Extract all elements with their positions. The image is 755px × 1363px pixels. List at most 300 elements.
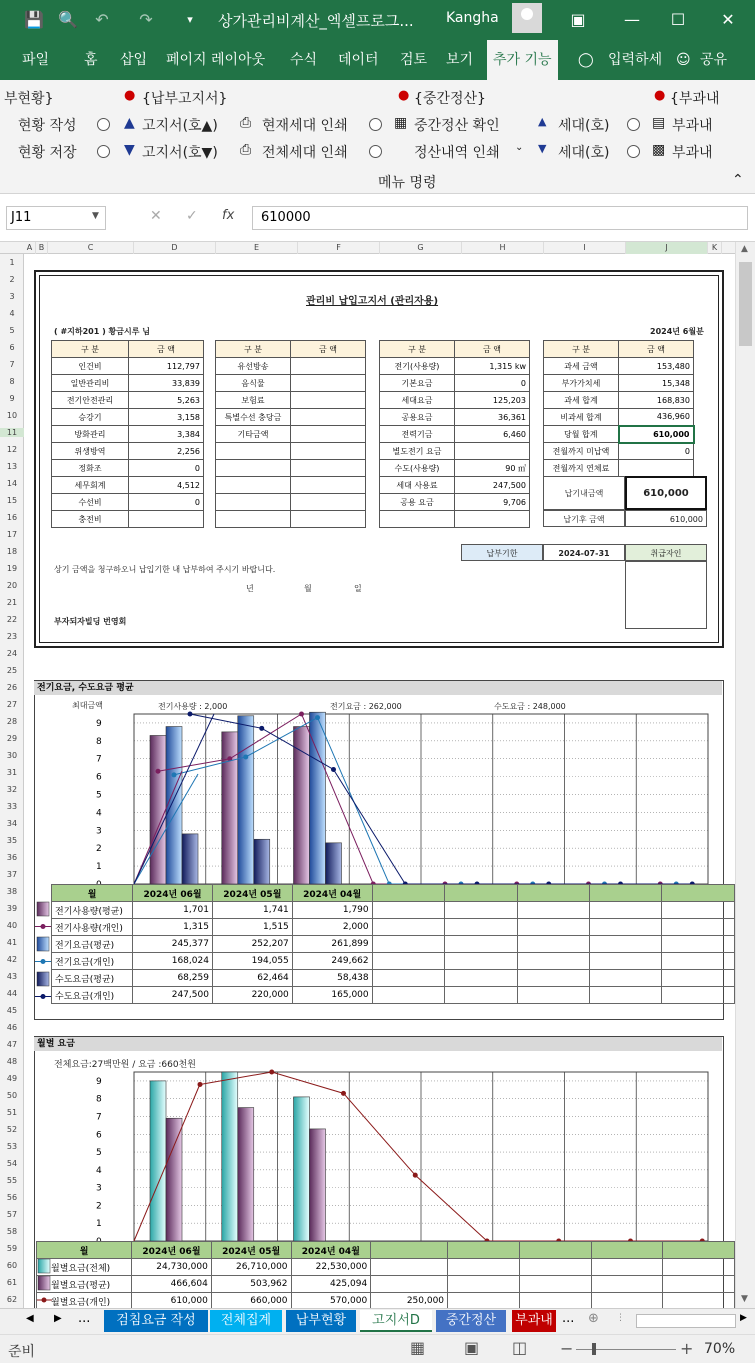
sheet-tab[interactable]: 검침요금 작성 (104, 1310, 208, 1332)
bar[interactable] (238, 1108, 254, 1241)
page-break-icon[interactable]: ◫ (512, 1338, 528, 1357)
table-cell[interactable]: 수선비 (52, 494, 129, 511)
chart1-elec-use: 전기사용량 : 2,000 (158, 702, 228, 711)
row-header[interactable]: 53 (6, 1142, 18, 1151)
handler-label: 취급자인 (625, 544, 707, 561)
table-cell[interactable]: 부가가치세 (544, 375, 619, 392)
table-cell[interactable]: 기본요금 (380, 375, 455, 392)
status-write-button[interactable]: 현황 작성 (18, 118, 77, 134)
status-write-radio[interactable] (97, 118, 110, 131)
table-cell[interactable]: 112,797 (129, 358, 204, 375)
row-header[interactable]: 52 (6, 1125, 18, 1134)
table-cell[interactable]: 인건비 (52, 358, 129, 375)
table-cell[interactable]: 2,256 (129, 443, 204, 460)
normal-view-icon[interactable]: ▦ (410, 1338, 426, 1357)
row-header[interactable]: 40 (6, 921, 18, 930)
tab-more-left[interactable]: ... (78, 1311, 91, 1326)
table-cell[interactable]: 0 (129, 460, 204, 477)
user-name[interactable]: Kangha (446, 10, 499, 26)
worksheet[interactable] (24, 254, 735, 1308)
table-cell[interactable]: 9,706 (455, 494, 530, 511)
row-header[interactable]: 47 (6, 1040, 18, 1049)
y-tick-label: 3 (96, 826, 102, 837)
row-header[interactable]: 14 (6, 479, 18, 488)
row-header[interactable]: 31 (6, 768, 18, 777)
row-header[interactable]: 18 (6, 547, 18, 556)
y-tick-label: 9 (96, 718, 102, 729)
column-header[interactable]: G (380, 242, 462, 254)
page-layout-icon[interactable]: ▣ (464, 1338, 480, 1357)
table-cell[interactable]: 수도(사용량) (380, 460, 455, 477)
zoom-thumb[interactable] (592, 1343, 596, 1355)
unit-down-button[interactable]: 세대(호) (558, 145, 610, 161)
table-cell[interactable]: 62,464 (212, 970, 292, 987)
print-current-radio[interactable] (369, 118, 382, 131)
x-tick-label (371, 1242, 448, 1259)
table-cell[interactable] (371, 1259, 448, 1276)
add-sheet-icon[interactable]: ⊕ (588, 1311, 599, 1326)
save-icon[interactable]: 💾 (24, 10, 44, 29)
arrow-up-icon: ▲ (124, 115, 135, 131)
table-cell[interactable]: 과세 합계 (544, 392, 619, 409)
table-cell[interactable]: 비과세 합계 (544, 409, 619, 426)
row-header[interactable]: 27 (6, 700, 18, 709)
formula-input[interactable]: 610000 (252, 206, 748, 230)
table-cell[interactable]: 503,962 (211, 1276, 291, 1293)
unit-up-radio[interactable] (627, 118, 640, 131)
year-label: 년 (246, 584, 254, 593)
tell-me-input[interactable]: 입력하세 (608, 52, 663, 68)
bar[interactable] (150, 1081, 166, 1241)
table-cell[interactable]: 33,839 (129, 375, 204, 392)
close-icon[interactable]: ✕ (721, 10, 735, 29)
row-header[interactable]: 45 (6, 1006, 18, 1015)
bar[interactable] (310, 1129, 326, 1241)
table-cell[interactable]: 0 (129, 494, 204, 511)
bulb-icon: ● (398, 88, 410, 103)
column-header[interactable]: F (298, 242, 380, 254)
table-cell[interactable] (371, 1276, 448, 1293)
table-cell[interactable]: 보험료 (216, 392, 291, 409)
table-cell[interactable]: 구 분 (52, 341, 129, 358)
row-header[interactable]: 58 (6, 1227, 18, 1236)
row-header[interactable]: 62 (6, 1295, 18, 1304)
table-cell[interactable]: 194,055 (212, 953, 292, 970)
row-header[interactable]: 8 (9, 377, 15, 386)
window-title: 상가관리비계산_엑셀프로그... (218, 12, 414, 30)
row-header[interactable]: 15 (6, 496, 18, 505)
column-header[interactable]: A (24, 242, 36, 254)
table-cell[interactable]: 금 액 (455, 341, 530, 358)
chart2 (24, 254, 735, 1308)
bar[interactable] (294, 1097, 310, 1241)
table-cell[interactable] (519, 1259, 591, 1276)
table-cell[interactable] (448, 1276, 520, 1293)
table-cell[interactable]: 153,480 (619, 358, 694, 375)
table-cell[interactable] (591, 1259, 663, 1276)
charge-a-button[interactable]: 부과내 (672, 118, 713, 134)
table-cell[interactable]: 22,530,000 (291, 1259, 371, 1276)
row-header[interactable]: 48 (6, 1057, 18, 1066)
column-header[interactable]: C (48, 242, 134, 254)
table-cell[interactable]: 610,000 (619, 426, 694, 443)
row-header[interactable]: 12 (6, 445, 18, 454)
table-cell[interactable]: 36,361 (455, 409, 530, 426)
print-all-button[interactable]: 전체세대 인쇄 (262, 145, 348, 161)
table-cell[interactable]: 165,000 (292, 987, 372, 1004)
row-header[interactable]: 30 (6, 751, 18, 760)
table-cell[interactable]: 1,790 (292, 902, 372, 919)
x-tick-label (519, 1242, 591, 1259)
table-cell[interactable]: 3,158 (129, 409, 204, 426)
row-header[interactable]: 17 (6, 530, 18, 539)
row-header[interactable]: 2 (9, 275, 15, 284)
tab-insert[interactable]: 삽입 (120, 52, 148, 68)
due-date[interactable]: 2024-07-31 (543, 544, 625, 561)
table-cell[interactable]: 금 액 (129, 341, 204, 358)
invoice-unit: ( #지하201 ) 황금시루 님 (54, 327, 150, 336)
sheet-tab[interactable]: 고지서D (360, 1310, 432, 1332)
chevron-down-icon[interactable]: ⌄ (515, 142, 524, 153)
tab-file[interactable]: 파일 (22, 52, 50, 68)
row-header[interactable]: 49 (6, 1074, 18, 1083)
x-tick-label: 2024년 04월 (292, 885, 372, 902)
table-cell[interactable]: 1,741 (212, 902, 292, 919)
print-preview-icon[interactable]: 🔍 (58, 10, 78, 29)
table-cell[interactable]: 168,830 (619, 392, 694, 409)
row-header[interactable]: 19 (6, 564, 18, 573)
row-header[interactable]: 50 (6, 1091, 18, 1100)
cancel-icon[interactable]: ✕ (150, 208, 162, 224)
print-all-radio[interactable] (369, 145, 382, 158)
table-cell[interactable] (448, 1259, 520, 1276)
scroll-thumb[interactable] (739, 262, 752, 346)
tab-review[interactable]: 검토 (400, 52, 428, 68)
table-cell[interactable]: 1,701 (133, 902, 213, 919)
table-cell[interactable]: 3,384 (129, 426, 204, 443)
table-cell[interactable]: 168,024 (133, 953, 213, 970)
table-cell[interactable]: 660,000 (211, 1293, 291, 1309)
bar[interactable] (166, 1118, 182, 1241)
column-header[interactable]: D (134, 242, 216, 254)
y-tick-label: 6 (96, 1130, 102, 1141)
printer-icon: ⎙ (240, 142, 252, 158)
vertical-scrollbar[interactable] (735, 242, 755, 1308)
horizontal-scrollbar[interactable] (636, 1314, 736, 1328)
share-icon[interactable]: ☺ (676, 52, 691, 68)
table-cell[interactable] (663, 1276, 735, 1293)
chart1-elec-fee: 전기요금 : 262,000 (330, 702, 402, 711)
month-header: 월 (52, 885, 133, 902)
table-cell[interactable]: 금 액 (619, 341, 694, 358)
table-cell[interactable] (591, 1293, 663, 1309)
row-header[interactable]: 1 (9, 258, 15, 267)
table-cell[interactable]: 당월 합계 (544, 426, 619, 443)
settlement-check-button[interactable]: 중간정산 확인 (414, 118, 500, 134)
zoom-in-icon[interactable]: + (680, 1339, 694, 1358)
table-cell[interactable]: 436,960 (619, 409, 694, 426)
table-cell[interactable]: 전기안전관리 (52, 392, 129, 409)
row-header[interactable]: 7 (9, 360, 15, 369)
sheet-tab[interactable]: 전체집계 (210, 1310, 282, 1332)
tab-view[interactable]: 보기 (446, 52, 474, 68)
redo-icon[interactable]: ↷ (139, 10, 153, 29)
row-header[interactable]: 20 (6, 581, 18, 590)
row-header[interactable]: 25 (6, 666, 18, 675)
settlement-print-button[interactable]: 정산내역 인쇄 (414, 145, 500, 161)
table-cell[interactable]: 금 액 (291, 341, 366, 358)
zoom-out-icon[interactable]: − (560, 1339, 574, 1358)
options-icon[interactable]: ⋮ (616, 1313, 625, 1323)
table-cell[interactable]: 24,730,000 (132, 1259, 212, 1276)
tab-home[interactable]: 홈 (84, 52, 98, 68)
table-cell[interactable]: 247,500 (455, 477, 530, 494)
row-header[interactable]: 3 (9, 292, 15, 301)
table-cell[interactable]: 249,662 (292, 953, 372, 970)
y-tick-label: 7 (96, 1112, 102, 1123)
table-cell[interactable]: 구 분 (216, 341, 291, 358)
row-header[interactable]: 44 (6, 989, 18, 998)
tab-more-right[interactable]: ... (562, 1311, 575, 1326)
row-header[interactable]: 43 (6, 972, 18, 981)
row-header[interactable]: 23 (6, 632, 18, 641)
scroll-up-icon[interactable]: ▲ (741, 244, 748, 254)
invoice-up-button[interactable]: 고지서(호▲) (142, 118, 218, 134)
table-cell[interactable]: 1,515 (212, 919, 292, 936)
invoice-down-button[interactable]: 고지서(호▼) (142, 145, 218, 161)
tab-add-ins[interactable]: 추가 기능 (487, 40, 558, 80)
table-cell[interactable]: 구 분 (544, 341, 619, 358)
table-cell[interactable]: 특별수선 충당금 (216, 409, 291, 426)
table-cell[interactable] (663, 1259, 735, 1276)
table-cell[interactable]: 기타금액 (216, 426, 291, 443)
row-header[interactable]: 28 (6, 717, 18, 726)
bar[interactable] (222, 1072, 238, 1241)
group-settlement-label: {중간정산} (414, 91, 486, 107)
row-header[interactable]: 10 (6, 411, 18, 420)
insert-function-icon[interactable]: fx (222, 208, 235, 223)
print-current-button[interactable]: 현재세대 인쇄 (262, 118, 348, 134)
row-header[interactable]: 29 (6, 734, 18, 743)
table-cell[interactable]: 1,315 kw (455, 358, 530, 375)
arrow-down-icon: ▼ (124, 142, 135, 158)
table-cell[interactable]: 6,460 (455, 426, 530, 443)
invoice-title: 관리비 납입고지서 (관리자용) (306, 296, 439, 307)
row-header[interactable]: 42 (6, 955, 18, 964)
invoice-signature: 부자되자빌딩 번영회 (54, 617, 127, 626)
column-header[interactable]: E (216, 242, 298, 254)
enter-icon[interactable]: ✓ (186, 208, 198, 224)
table-cell[interactable]: 음식물 (216, 375, 291, 392)
table-cell[interactable]: 일반관리비 (52, 375, 129, 392)
table-cell[interactable]: 5,263 (129, 392, 204, 409)
due-label: 납부기한 (461, 544, 543, 561)
table-cell[interactable]: 1,315 (133, 919, 213, 936)
scroll-right-icon[interactable]: ▶ (740, 1313, 747, 1323)
table-cell[interactable]: 0 (619, 443, 694, 460)
column-header[interactable]: I (544, 242, 626, 254)
unit-down-radio[interactable] (627, 145, 640, 158)
row-header[interactable]: 57 (6, 1210, 18, 1219)
tab-next-icon[interactable]: ▶ (54, 1313, 62, 1324)
table-cell[interactable] (448, 1293, 520, 1309)
group-charge-label: {부과내 (670, 91, 720, 107)
table-cell[interactable]: 261,899 (292, 936, 372, 953)
table-cell[interactable] (519, 1293, 591, 1309)
table-cell[interactable]: 26,710,000 (211, 1259, 291, 1276)
charge-b-button[interactable]: 부과내 (672, 145, 713, 161)
sheet-tab[interactable]: 납부현황 (286, 1310, 356, 1332)
row-header[interactable]: 54 (6, 1159, 18, 1168)
table-cell[interactable] (519, 1276, 591, 1293)
row-header[interactable]: 5 (9, 326, 15, 335)
table-cell[interactable]: 68,259 (133, 970, 213, 987)
row-header[interactable]: 21 (6, 598, 18, 607)
chevron-down-icon[interactable]: ▼ (92, 211, 99, 221)
maximize-icon[interactable]: ☐ (670, 10, 686, 29)
row-header[interactable]: 55 (6, 1176, 18, 1185)
table-cell[interactable]: 공용 요금 (380, 494, 455, 511)
table-cell[interactable]: 90 ㎥ (455, 460, 530, 477)
table-row (37, 1293, 735, 1309)
table-cell[interactable]: 전월까지 연체료 (544, 460, 619, 477)
status-save-button[interactable]: 현황 저장 (18, 145, 77, 161)
table-cell[interactable]: 세대 사용료 (380, 477, 455, 494)
share-button[interactable]: 공유 (700, 52, 728, 68)
formula-bar (0, 194, 755, 242)
month-label: 월 (304, 584, 312, 593)
table-cell[interactable]: 15,348 (619, 375, 694, 392)
table-cell[interactable]: 58,438 (292, 970, 372, 987)
table-cell[interactable]: 전력기금 (380, 426, 455, 443)
tab-data[interactable]: 데이터 (338, 52, 379, 68)
column-header[interactable]: H (462, 242, 544, 254)
row-header[interactable]: 16 (6, 513, 18, 522)
table-cell[interactable]: 방화관리 (52, 426, 129, 443)
table-cell[interactable]: 425,094 (291, 1276, 371, 1293)
list-icon: ▩ (652, 142, 666, 158)
row-header[interactable]: 60 (6, 1261, 18, 1270)
table-cell[interactable]: 570,000 (291, 1293, 371, 1309)
row-header[interactable]: 4 (9, 309, 15, 318)
scroll-down-icon[interactable]: ▼ (741, 1294, 748, 1304)
table-cell[interactable]: 충전비 (52, 511, 129, 528)
table-cell[interactable]: 2,000 (292, 919, 372, 936)
table-cell[interactable]: 610,000 (132, 1293, 212, 1309)
row-header[interactable]: 35 (6, 836, 18, 845)
unit-up-button[interactable]: 세대(호) (558, 118, 610, 134)
row-header[interactable]: 24 (6, 649, 18, 658)
table-cell[interactable]: 252,207 (212, 936, 292, 953)
after-value[interactable]: 610,000 (625, 510, 707, 527)
table-cell[interactable]: 세무회계 (52, 477, 129, 494)
zoom-slider[interactable] (576, 1349, 676, 1350)
table-cell[interactable]: 245,377 (133, 936, 213, 953)
tab-formulas[interactable]: 수식 (290, 52, 318, 68)
data-point[interactable] (413, 1173, 418, 1178)
row-header[interactable]: 41 (6, 938, 18, 947)
table-cell[interactable]: 0 (455, 375, 530, 392)
row-header[interactable]: 46 (6, 1023, 18, 1032)
table-cell[interactable]: 과세 금액 (544, 358, 619, 375)
row-header[interactable]: 61 (6, 1278, 18, 1287)
table-cell[interactable]: 220,000 (212, 987, 292, 1004)
row-header[interactable]: 38 (6, 887, 18, 896)
row-header[interactable]: 56 (6, 1193, 18, 1202)
status-save-radio[interactable] (97, 145, 110, 158)
collapse-ribbon-icon[interactable]: ⌃ (732, 172, 744, 188)
row-header[interactable]: 37 (6, 870, 18, 879)
table-cell[interactable]: 세대요금 (380, 392, 455, 409)
table-cell[interactable]: 별도전기 요금 (380, 443, 455, 460)
row-header[interactable]: 39 (6, 904, 18, 913)
row-header[interactable]: 51 (6, 1108, 18, 1117)
sheet-tab[interactable]: 부과내 (512, 1310, 556, 1332)
table-cell[interactable]: 정화조 (52, 460, 129, 477)
table-cell[interactable]: 466,604 (132, 1276, 212, 1293)
tab-page-layout[interactable]: 페이지 레이아웃 (166, 52, 266, 68)
ribbon-display-icon[interactable]: ▣ (570, 10, 586, 29)
row-header[interactable]: 6 (9, 343, 15, 352)
table-cell[interactable]: 125,203 (455, 392, 530, 409)
avatar[interactable] (512, 3, 542, 33)
chart2-subtitle: 전체요금:27백만원 / 요금 :660천원 (54, 1060, 196, 1070)
day-label: 일 (354, 584, 362, 593)
column-header[interactable]: K (708, 242, 722, 254)
row-header[interactable]: 33 (6, 802, 18, 811)
y-tick-label: 5 (96, 1148, 102, 1159)
table-cell[interactable]: 승강기 (52, 409, 129, 426)
table-cell[interactable]: 구 분 (380, 341, 455, 358)
zoom-level[interactable]: 70% (704, 1341, 736, 1357)
row-header[interactable]: 9 (9, 394, 15, 403)
table-cell[interactable]: 전월까지 미납액 (544, 443, 619, 460)
sheet-tab[interactable]: 중간정산 (436, 1310, 506, 1332)
x-tick-label: 2024년 06월 (132, 1242, 212, 1259)
series-label: 수도요금(평균) (52, 970, 133, 987)
table-cell[interactable] (591, 1276, 663, 1293)
row-header[interactable]: 26 (6, 683, 18, 692)
data-point[interactable] (341, 1091, 346, 1096)
table-cell[interactable]: 위생방역 (52, 443, 129, 460)
table-cell[interactable]: 247,500 (133, 987, 213, 1004)
pay-value[interactable]: 610,000 (625, 476, 707, 510)
table-cell[interactable]: 유선방송 (216, 358, 291, 375)
row-header[interactable]: 59 (6, 1244, 18, 1253)
customize-qat-icon[interactable]: ▾ (187, 13, 193, 26)
row-header[interactable]: 11 (0, 428, 24, 437)
minimize-icon[interactable]: — (624, 10, 640, 29)
table-cell[interactable]: 250,000 (371, 1293, 448, 1309)
row-header[interactable]: 36 (6, 853, 18, 862)
row-header[interactable]: 34 (6, 819, 18, 828)
table-cell[interactable]: 공용요금 (380, 409, 455, 426)
undo-icon[interactable]: ↶ (95, 10, 109, 29)
row-header[interactable]: 22 (6, 615, 18, 624)
printer-icon: ⎙ (240, 115, 252, 131)
bulb-icon: ● (124, 88, 136, 103)
table-cell[interactable]: 4,512 (129, 477, 204, 494)
tab-prev-icon[interactable]: ◀ (26, 1313, 34, 1324)
table-cell[interactable]: 전기(사용량) (380, 358, 455, 375)
row-header[interactable]: 32 (6, 785, 18, 794)
data-point[interactable] (269, 1070, 274, 1075)
column-header[interactable]: B (36, 242, 48, 254)
name-box[interactable]: J11 (6, 206, 106, 230)
table-cell[interactable] (663, 1293, 735, 1309)
row-header[interactable]: 13 (6, 462, 18, 471)
column-header[interactable]: J (626, 242, 708, 254)
